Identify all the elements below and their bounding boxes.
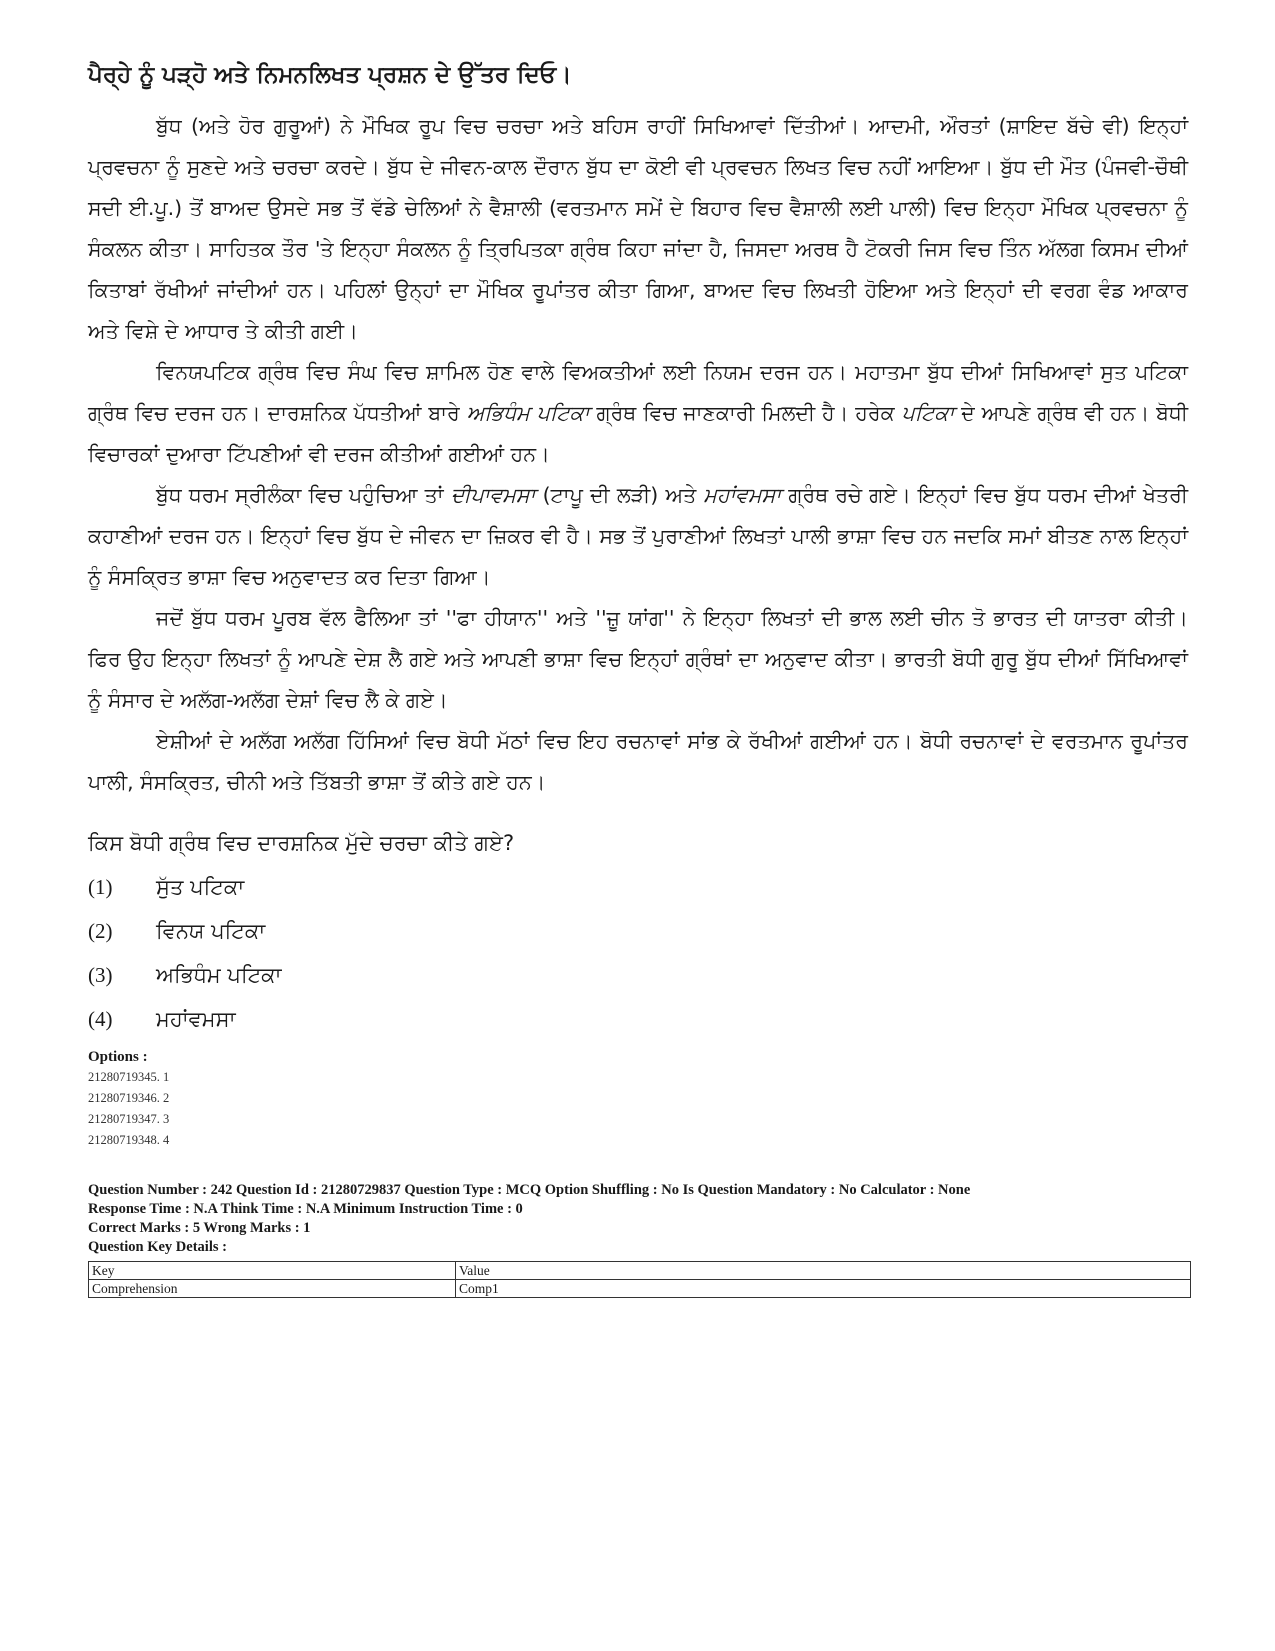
option-id: 21280719348. 4 [88,1133,170,1147]
question-meta-line-4: Question Key Details : [88,1239,227,1255]
choice-number: (4) [88,1007,113,1031]
question-key-table [88,1261,1191,1298]
choice-text: ਵਿਨਯ ਪਟਿਕਾ [156,919,266,943]
choice-2 [88,909,1188,953]
table-cell-key: Comprehension [89,1280,456,1298]
choice-number: (3) [88,963,113,987]
paragraph-3-text-a: ਬੁੱਧ ਧਰਮ ਸ੍ਰੀਲੰਕਾ ਵਿਚ ਪਹੁੰਚਿਆ ਤਾਂ [156,483,451,507]
choice-number: (1) [88,875,113,899]
table-header-row [89,1262,1191,1280]
dipavamsa-term: ਦੀਪਾਵਮਸਾ [450,483,536,507]
answer-choices [88,865,1188,1041]
options-label: Options : [88,1049,148,1065]
options-block [88,1047,1188,1151]
passage-paragraph-2 [88,352,1188,475]
passage-paragraph-1: ਬੁੱਧ (ਅਤੇ ਹੋਰ ਗੁਰੂਆਂ) ਨੇ ਮੌਖਿਕ ਰੂਪ ਵਿਚ ਚਰਚਾ ਅਤੇ ਬਹਿਸ ਰਾਹੀਂ ਸਿਖਿਆਵਾਂ ਦਿੱਤੀਆਂ। ਆਦਮੀ, ਔਰਤਾਂ (ਸ਼ਾਇਦ ਬੱਚੇ ਵੀ) ਇਨ੍ਹਾਂ ਪ੍ਰਵਚਨਾ ਨੂੰ ਸੁਣਦੇ ਅਤੇ ਚਰਚਾ ਕਰਦੇ। ਬੁੱਧ ਦੇ ਜੀਵਨ-ਕਾਲ ਦੌਰਾਨ ਬੁੱਧ ਦਾ ਕੋਈ ਵੀ ਪ੍ਰਵਚਨ ਲਿਖਤ ਵਿਚ ਨਹੀਂ ਆਇਆ। ਬੁੱਧ ਦੀ ਮੌਤ (ਪੰਜਵੀ-ਚੌਥੀ ਸਦੀ ਈ.ਪੂ.) ਤੋਂ ਬਾਅਦ ਉਸਦੇ ਸਭ ਤੋਂ ਵੱਡੇ ਚੇਲਿਆਂ ਨੇ ਵੈਸ਼ਾਲੀ (ਵਰਤਮਾਨ ਸਮੇਂ ਦੇ ਬਿਹਾਰ ਵਿਚ ਵੈਸ਼ਾਲੀ ਲਈ ਪਾਲੀ) ਵਿਚ ਇਨ੍ਹਾ ਮੌਖਿਕ ਪ੍ਰਵਚਨਾ ਨੂੰ ਸੰਕਲਨ ਕੀਤਾ। ਸਾਹਿਤਕ ਤੌਰ 'ਤੇ ਇਨ੍ਹਾ ਸੰਕਲਨ ਨੂੰ ਤ੍ਰਿਪਿਤਕਾ ਗ੍ਰੰਥ ਕਿਹਾ ਜਾਂਦਾ ਹੈ, ਜਿਸਦਾ ਅਰਥ ਹੈ ਟੋਕਰੀ ਜਿਸ ਵਿਚ ਤਿੰਨ ਅੱਲਗ ਕਿਸਮ ਦੀਆਂ ਕਿਤਾਬਾਂ ਰੱਖੀਆਂ ਜਾਂਦੀਆਂ ਹਨ। ਪਹਿਲਾਂ ਉਨ੍ਹਾਂ ਦਾ ਮੌਖਿਕ ਰੂਪਾਂਤਰ ਕੀਤਾ ਗਿਆ, ਬਾਅਦ ਵਿਚ ਲਿਖਤੀ ਹੋਇਆ ਅਤੇ ਇਨ੍ਹਾਂ ਦੀ ਵਰਗ ਵੰਡ ਆਕਾਰ ਅਤੇ ਵਿਸ਼ੇ ਦੇ ਆਧਾਰ ਤੇ ਕੀਤੀ ਗਈ। [88,114,1188,343]
question-meta [88,1181,1188,1257]
passage-paragraph-3 [88,475,1188,598]
question-meta-line-1: Question Number : 242 Question Id : 21280729837 Question Type : MCQ Option Shuffling : No Is Question Mandatory : No Calculator : None [88,1182,971,1198]
choice-text: ਅਭਿਧੰਮ ਪਟਿਕਾ [156,963,282,987]
passage-paragraph-4: ਜਦੋਂ ਬੁੱਧ ਧਰਮ ਪੂਰਬ ਵੱਲ ਫੈਲਿਆ ਤਾਂ ''ਫਾ ਹੀਯਾਨ'' ਅਤੇ ''ਜ਼ੂ ਯਾਂਗ'' ਨੇ ਇਨ੍ਹਾ ਲਿਖਤਾਂ ਦੀ ਭਾਲ ਲਈ ਚੀਨ ਤੋ ਭਾਰਤ ਦੀ ਯਾਤਰਾ ਕੀਤੀ। ਫਿਰ ਉਹ ਇਨ੍ਹਾ ਲਿਖਤਾਂ ਨੂੰ ਆਪਣੇ ਦੇਸ਼ ਲੈ ਗਏ ਅਤੇ ਆਪਣੀ ਭਾਸ਼ਾ ਵਿਚ ਇਨ੍ਹਾਂ ਗ੍ਰੰਥਾਂ ਦਾ ਅਨੁਵਾਦ ਕੀਤਾ। ਭਾਰਤੀ ਬੋਧੀ ਗੁਰੂ ਬੁੱਧ ਦੀਆਂ ਸਿੱਖਿਆਵਾਂ ਨੂੰ ਸੰਸਾਰ ਦੇ ਅਲੱਗ-ਅਲੱਗ ਦੇਸ਼ਾਂ ਵਿਚ ਲੈ ਕੇ ਗਏ। [88,606,1188,712]
abhidhamma-pitaka-term: ਅਭਿਧੰਮ ਪਟਿਕਾ [466,401,590,425]
question-page [88,58,1188,1298]
option-id: 21280719345. 1 [88,1070,170,1084]
paragraph-2-text-e: ਦੇ ਆਪਣੇ ਗ੍ਰੰਥ ਵੀ ਹਨ। ਬੋਧੀ ਵਿਚਾਰਕਾਂ ਦੁਆਰਾ ਟਿੱਪਣੀਆਂ ਵੀ ਦਰਜ ਕੀਤੀਆਂ ਗਈਆਂ ਹਨ। [88,401,1189,466]
paragraph-2-text-c: ਗ੍ਰੰਥ ਵਿਚ ਜਾਣਕਾਰੀ ਮਿਲਦੀ ਹੈ। ਹਰੇਕ [589,401,902,425]
question-text: ਕਿਸ ਬੋਧੀ ਗ੍ਰੰਥ ਵਿਚ ਦਾਰਸ਼ਨਿਕ ਮੁੱਦੇ ਚਰਚਾ ਕੀਤੇ ਗਏ? [88,831,515,855]
choice-4 [88,997,1188,1041]
paragraph-3-text-c: (ਟਾਪੂ ਦੀ ਲੜੀ) ਅਤੇ [535,483,704,507]
table-header-key: Key [89,1262,456,1280]
choice-text: ਸੁੱਤ ਪਟਿਕਾ [156,875,245,899]
paragraph-2-text-a: ਵਿਨਯਪਟਿਕ ਗ੍ਰੰਥ ਵਿਚ ਸੰਘ ਵਿਚ ਸ਼ਾਮਿਲ ਹੋਣ ਵਾਲੇ ਵਿਅਕਤੀਆਂ ਲਈ ਨਿਯਮ ਦਰਜ ਹਨ। ਮਹਾਤਮਾ ਬੁੱਧ ਦੀਆਂ ਸਿਖਿਆਵਾਂ ਸੁਤ ਪਟਿਕਾ ਗ੍ਰੰਥ ਵਿਚ ਦਰਜ ਹਨ। ਦਾਰਸ਼ਨਿਕ ਪੱਧਤੀਆਂ ਬਾਰੇ [88,360,1188,425]
question-meta-line-3: Correct Marks : 5 Wrong Marks : 1 [88,1220,311,1236]
passage-paragraph-5: ਏਸ਼ੀਆਂ ਦੇ ਅਲੱਗ ਅਲੱਗ ਹਿੱਸਿਆਂ ਵਿਚ ਬੋਧੀ ਮੱਠਾਂ ਵਿਚ ਇਹ ਰਚਨਾਵਾਂ ਸਾਂਭ ਕੇ ਰੱਖੀਆਂ ਗਈਆਂ ਹਨ। ਬੋਧੀ ਰਚਨਾਵਾਂ ਦੇ ਵਰਤਮਾਨ ਰੂਪਾਂਤਰ ਪਾਲੀ, ਸੰਸਕ੍ਰਿਤ, ਚੀਨੀ ਅਤੇ ਤਿੱਬਤੀ ਭਾਸ਼ਾ ਤੋਂ ਕੀਤੇ ਗਏ ਹਨ। [88,729,1188,794]
table-row [89,1280,1191,1298]
choice-1 [88,865,1188,909]
instruction-heading: ਪੈਰ੍ਹੇ ਨੂੰ ਪੜ੍ਹੋ ਅਤੇ ਨਿਮਨਲਿਖਤ ਪ੍ਰਸ਼ਨ ਦੇ ਉੱਤਰ ਦਿਓ। [88,62,572,88]
paragraph-3-text-e: ਗ੍ਰੰਥ ਰਚੇ ਗਏ। ਇਨ੍ਹਾਂ ਵਿਚ ਬੁੱਧ ਧਰਮ ਦੀਆਂ ਖੇਤਰੀ ਕਹਾਣੀਆਂ ਦਰਜ ਹਨ। ਇਨ੍ਹਾਂ ਵਿਚ ਬੁੱਧ ਦੇ ਜੀਵਨ ਦਾ ਜ਼ਿਕਰ ਵੀ ਹੈ। ਸਭ ਤੋਂ ਪੁਰਾਣੀਆਂ ਲਿਖਤਾਂ ਪਾਲੀ ਭਾਸ਼ਾ ਵਿਚ ਹਨ ਜਦਕਿ ਸਮਾਂ ਬੀਤਣ ਨਾਲ ਇਨ੍ਹਾਂ ਨੂੰ ਸੰਸਕ੍ਰਿਤ ਭਾਸ਼ਾ ਵਿਚ ਅਨੁਵਾਦਤ ਕਰ ਦਿਤਾ ਗਿਆ। [88,483,1188,589]
mahavamsa-term: ਮਹਾਂਵਮਸਾ [703,483,782,507]
table-cell-value: Comp1 [456,1280,1191,1298]
choice-3 [88,953,1188,997]
option-id: 21280719347. 3 [88,1112,170,1126]
question-meta-line-2: Response Time : N.A Think Time : N.A Minimum Instruction Time : 0 [88,1201,523,1217]
choice-number: (2) [88,919,113,943]
choice-text: ਮਹਾਂਵਮਸਾ [156,1007,236,1031]
option-id: 21280719346. 2 [88,1091,170,1105]
pitaka-term: ਪਟਿਕਾ [901,401,955,425]
table-header-value: Value [456,1262,1191,1280]
